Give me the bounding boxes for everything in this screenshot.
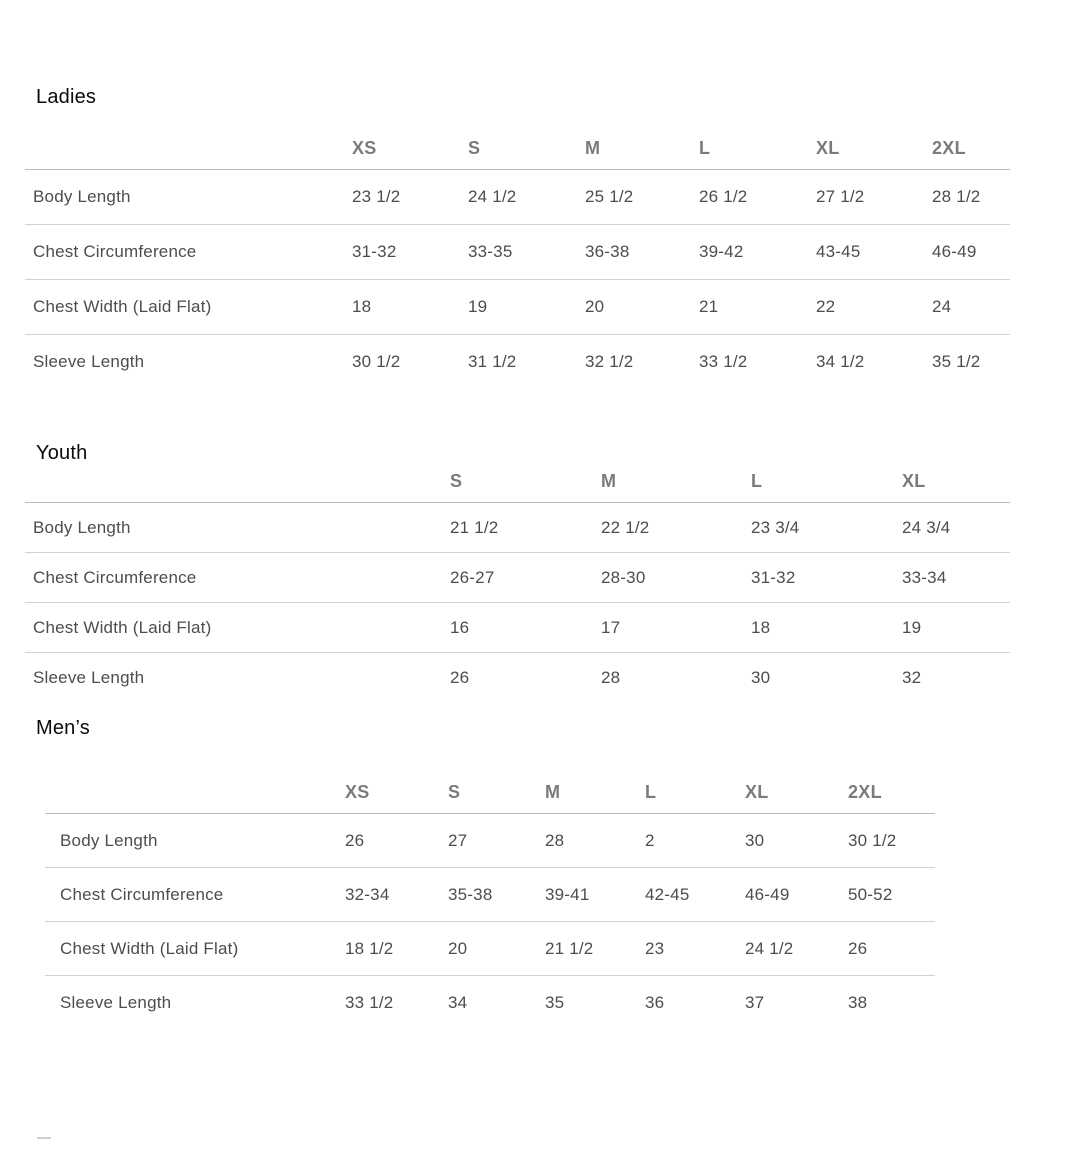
measurement-value: 19	[902, 603, 1010, 653]
measurement-value: 30	[745, 814, 848, 868]
size-column-header: L	[645, 778, 745, 814]
measurement-row	[25, 653, 1010, 703]
blank-header-cell	[45, 778, 345, 814]
measurement-value: 37	[745, 992, 765, 1012]
measurement-value: 36	[645, 992, 665, 1012]
measurement-value: 24 3/4	[902, 503, 1010, 553]
measurement-value: 35	[545, 992, 565, 1012]
measurement-value: 21 1/2	[450, 503, 601, 553]
measurement-value: 26	[848, 922, 935, 976]
measurement-value: 33-35	[468, 225, 585, 280]
blank-header-cell	[25, 134, 352, 170]
measurement-value: 22 1/2	[601, 503, 751, 553]
measurement-value: 21	[699, 280, 816, 335]
measurement-label: Body Length	[25, 503, 450, 553]
measurement-label: Chest Circumference	[25, 553, 450, 603]
measurement-value: 46-49	[932, 225, 1010, 280]
size-column-header: XL	[816, 134, 932, 170]
measurement-value: 35-38	[448, 868, 545, 922]
size-column-header: XL	[902, 470, 1010, 503]
section-title-mens: Men’s	[36, 717, 90, 739]
measurement-value: 46-49	[745, 868, 848, 922]
measurement-value: 26-27	[450, 553, 601, 603]
size-header-row	[25, 470, 1010, 503]
measurement-row	[45, 868, 935, 922]
measurement-value: 32	[902, 667, 922, 687]
measurement-value: 33-34	[902, 553, 1010, 603]
measurement-value: 27 1/2	[816, 170, 932, 225]
measurement-value: 34	[448, 992, 468, 1012]
measurement-value: 33 1/2	[345, 992, 394, 1012]
measurement-value: 31 1/2	[468, 352, 517, 371]
size-column-header: L	[751, 470, 902, 503]
measurement-value: 18	[352, 280, 468, 335]
measurement-row	[45, 814, 935, 868]
measurement-value: 27	[448, 814, 545, 868]
size-column-header: M	[601, 470, 751, 503]
measurement-value: 39-42	[699, 225, 816, 280]
measurement-value: 38	[848, 992, 868, 1012]
measurement-row	[45, 922, 935, 976]
measurement-value: 24 1/2	[468, 170, 585, 225]
measurement-value: 20	[448, 922, 545, 976]
measurement-value: 30	[751, 667, 771, 687]
size-column-header: 2XL	[848, 778, 935, 814]
measurement-value: 36-38	[585, 225, 699, 280]
measurement-row	[25, 170, 1010, 225]
measurement-value: 42-45	[645, 868, 745, 922]
cropped-line-fragment	[37, 1137, 51, 1139]
measurement-value: 25 1/2	[585, 170, 699, 225]
measurement-value: 33 1/2	[699, 352, 748, 371]
section-title-ladies: Ladies	[36, 86, 97, 108]
measurement-value: 20	[585, 280, 699, 335]
size-column-header: XL	[745, 778, 848, 814]
size-column-header: S	[468, 134, 585, 170]
measurement-value: 43-45	[816, 225, 932, 280]
measurement-row	[45, 976, 935, 1030]
size-column-header: L	[699, 134, 816, 170]
measurement-value: 22	[816, 280, 932, 335]
measurement-value: 31-32	[751, 553, 902, 603]
youth-size-table	[25, 470, 1010, 702]
size-column-header: XS	[352, 134, 468, 170]
measurement-value: 23 1/2	[352, 170, 468, 225]
measurement-value: 28-30	[601, 553, 751, 603]
size-column-header: M	[545, 778, 645, 814]
measurement-value: 28	[601, 667, 621, 687]
size-column-header: M	[585, 134, 699, 170]
measurement-label: Chest Circumference	[45, 868, 345, 922]
measurement-label: Chest Width (Laid Flat)	[25, 603, 450, 653]
measurement-value: 35 1/2	[932, 352, 981, 371]
size-chart-section-ladies	[0, 86, 1080, 389]
measurement-value: 28	[545, 814, 645, 868]
measurement-label: Chest Width (Laid Flat)	[45, 922, 345, 976]
size-header-row	[25, 134, 1010, 170]
size-column-header: S	[448, 778, 545, 814]
section-title-youth: Youth	[36, 442, 88, 464]
size-column-header: S	[450, 470, 601, 503]
measurement-value: 26	[450, 667, 470, 687]
measurement-label: Chest Circumference	[25, 225, 352, 280]
size-column-header: 2XL	[932, 134, 1010, 170]
measurement-value: 18	[751, 603, 902, 653]
measurement-value: 24 1/2	[745, 922, 848, 976]
blank-header-cell	[25, 470, 450, 503]
measurement-label: Body Length	[25, 170, 352, 225]
measurement-value: 2	[645, 814, 745, 868]
measurement-value: 39-41	[545, 868, 645, 922]
measurement-label: Sleeve Length	[33, 667, 145, 687]
ladies-size-table	[25, 134, 1010, 389]
measurement-value: 19	[468, 280, 585, 335]
measurement-label: Sleeve Length	[33, 352, 145, 371]
measurement-value: 50-52	[848, 868, 935, 922]
measurement-value: 32 1/2	[585, 352, 634, 371]
size-header-row	[45, 778, 935, 814]
measurement-value: 21 1/2	[545, 922, 645, 976]
size-chart-section-mens	[0, 717, 1080, 1029]
measurement-row	[25, 280, 1010, 335]
measurement-value: 26	[345, 814, 448, 868]
measurement-value: 32-34	[345, 868, 448, 922]
measurement-value: 30 1/2	[352, 352, 401, 371]
mens-size-table	[45, 778, 935, 1029]
measurement-row	[25, 335, 1010, 390]
measurement-value: 31-32	[352, 225, 468, 280]
measurement-value: 23 3/4	[751, 503, 902, 553]
size-chart-section-youth	[0, 442, 1080, 702]
measurement-value: 16	[450, 603, 601, 653]
measurement-value: 30 1/2	[848, 814, 935, 868]
measurement-value: 17	[601, 603, 751, 653]
measurement-value: 28 1/2	[932, 170, 1010, 225]
measurement-row	[25, 603, 1010, 653]
measurement-label: Body Length	[45, 814, 345, 868]
measurement-label: Chest Width (Laid Flat)	[25, 280, 352, 335]
measurement-value: 24	[932, 280, 1010, 335]
measurement-value: 34 1/2	[816, 352, 865, 371]
measurement-value: 26 1/2	[699, 170, 816, 225]
size-column-header: XS	[345, 778, 448, 814]
measurement-row	[25, 503, 1010, 553]
measurement-row	[25, 553, 1010, 603]
measurement-value: 18 1/2	[345, 922, 448, 976]
measurement-row	[25, 225, 1010, 280]
measurement-value: 23	[645, 922, 745, 976]
measurement-label: Sleeve Length	[60, 992, 172, 1012]
